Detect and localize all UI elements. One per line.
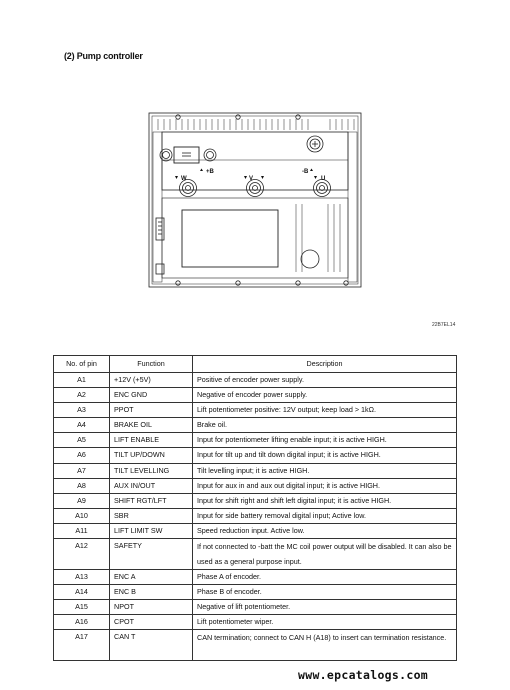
pin-cell: A4	[54, 418, 110, 433]
label-u: U	[321, 176, 326, 182]
section-title: (2) Pump controller	[64, 51, 143, 61]
table-row	[54, 615, 457, 630]
function-cell: BRAKE OIL	[110, 418, 193, 433]
table-row	[54, 630, 457, 661]
pin-cell: A6	[54, 448, 110, 463]
pin-cell: A17	[54, 630, 110, 661]
pin-cell: A10	[54, 508, 110, 523]
description-cell: Brake oil.	[193, 418, 457, 433]
arrow-icon	[310, 169, 313, 172]
label-v: V	[249, 176, 254, 182]
pin-cell: A15	[54, 600, 110, 615]
description-cell: If not connected to -batt the MC coil power output will be disabled. It can also be used as a general purpose input.	[193, 539, 457, 570]
function-cell: LIFT LIMIT SW	[110, 523, 193, 538]
table-row	[54, 463, 457, 478]
function-cell: AUX IN/OUT	[110, 478, 193, 493]
label-w: W	[181, 176, 187, 182]
table-row	[54, 585, 457, 600]
description-cell: Input for side battery removal digital input; Active low.	[193, 508, 457, 523]
function-cell: TILT LEVELLING	[110, 463, 193, 478]
function-cell: CAN T	[110, 630, 193, 661]
function-cell: CPOT	[110, 615, 193, 630]
function-cell: +12V (+5V)	[110, 373, 193, 388]
table-row	[54, 600, 457, 615]
description-cell: Input for tilt up and tilt down digital input; it is active HIGH.	[193, 448, 457, 463]
label-minus-b: -B	[302, 169, 309, 175]
table-row	[54, 403, 457, 418]
description-cell: Input for aux in and aux out digital input; it is active HIGH.	[193, 478, 457, 493]
pin-cell: A8	[54, 478, 110, 493]
function-cell: SBR	[110, 508, 193, 523]
pin-cell: A1	[54, 373, 110, 388]
footer-url[interactable]: www.epcatalogs.com	[298, 668, 429, 682]
table-row	[54, 508, 457, 523]
pin-cell: A5	[54, 433, 110, 448]
description-cell: Phase A of encoder.	[193, 570, 457, 585]
label-plus-b: +B	[206, 169, 214, 175]
description-cell: Lift potentiometer positive: 12V output; keep load > 1kΩ.	[193, 403, 457, 418]
function-cell: ENC B	[110, 585, 193, 600]
description-cell: Input for potentiometer lifting enable input; it is active HIGH.	[193, 433, 457, 448]
description-cell: Speed reduction input. Active low.	[193, 523, 457, 538]
table-row	[54, 493, 457, 508]
function-cell: LIFT ENABLE	[110, 433, 193, 448]
function-cell: TILT UP/DOWN	[110, 448, 193, 463]
pin-cell: A3	[54, 403, 110, 418]
arrow-icon	[244, 176, 247, 179]
description-cell: CAN termination; connect to CAN H (A18) to insert can termination resistance.	[193, 630, 457, 661]
header-pin: No. of pin	[54, 356, 110, 373]
pin-cell: A13	[54, 570, 110, 585]
description-cell: Negative of lift potentiometer.	[193, 600, 457, 615]
pin-cell: A12	[54, 539, 110, 570]
arrow-icon	[175, 176, 178, 179]
header-description: Description	[193, 356, 457, 373]
function-cell: SAFETY	[110, 539, 193, 570]
function-cell: ENC GND	[110, 388, 193, 403]
table-row	[54, 523, 457, 538]
description-cell: Input for shift right and shift left digital input; it is active HIGH.	[193, 493, 457, 508]
table-row	[54, 418, 457, 433]
function-cell: PPOT	[110, 403, 193, 418]
pin-cell: A11	[54, 523, 110, 538]
description-cell: Phase B of encoder.	[193, 585, 457, 600]
table-row	[54, 433, 457, 448]
arrow-icon	[314, 176, 317, 179]
pump-controller-drawing	[148, 112, 362, 288]
pin-cell: A7	[54, 463, 110, 478]
table-row	[54, 373, 457, 388]
pin-cell: A14	[54, 585, 110, 600]
pin-table	[53, 355, 457, 661]
table-row	[54, 478, 457, 493]
table-row	[54, 539, 457, 570]
arrow-icon	[261, 176, 264, 179]
table-row	[54, 570, 457, 585]
header-function: Function	[110, 356, 193, 373]
function-cell: NPOT	[110, 600, 193, 615]
pin-cell: A16	[54, 615, 110, 630]
description-cell: Negative of encoder power supply.	[193, 388, 457, 403]
description-cell: Lift potentiometer wiper.	[193, 615, 457, 630]
figure-code: 22B7EL14	[432, 322, 456, 328]
pin-cell: A9	[54, 493, 110, 508]
description-cell: Positive of encoder power supply.	[193, 373, 457, 388]
pin-cell: A2	[54, 388, 110, 403]
table-row	[54, 448, 457, 463]
function-cell: SHIFT RGT/LFT	[110, 493, 193, 508]
table-row	[54, 388, 457, 403]
function-cell: ENC A	[110, 570, 193, 585]
description-cell: Tilt levelling input; it is active HIGH.	[193, 463, 457, 478]
arrow-icon	[200, 169, 203, 172]
